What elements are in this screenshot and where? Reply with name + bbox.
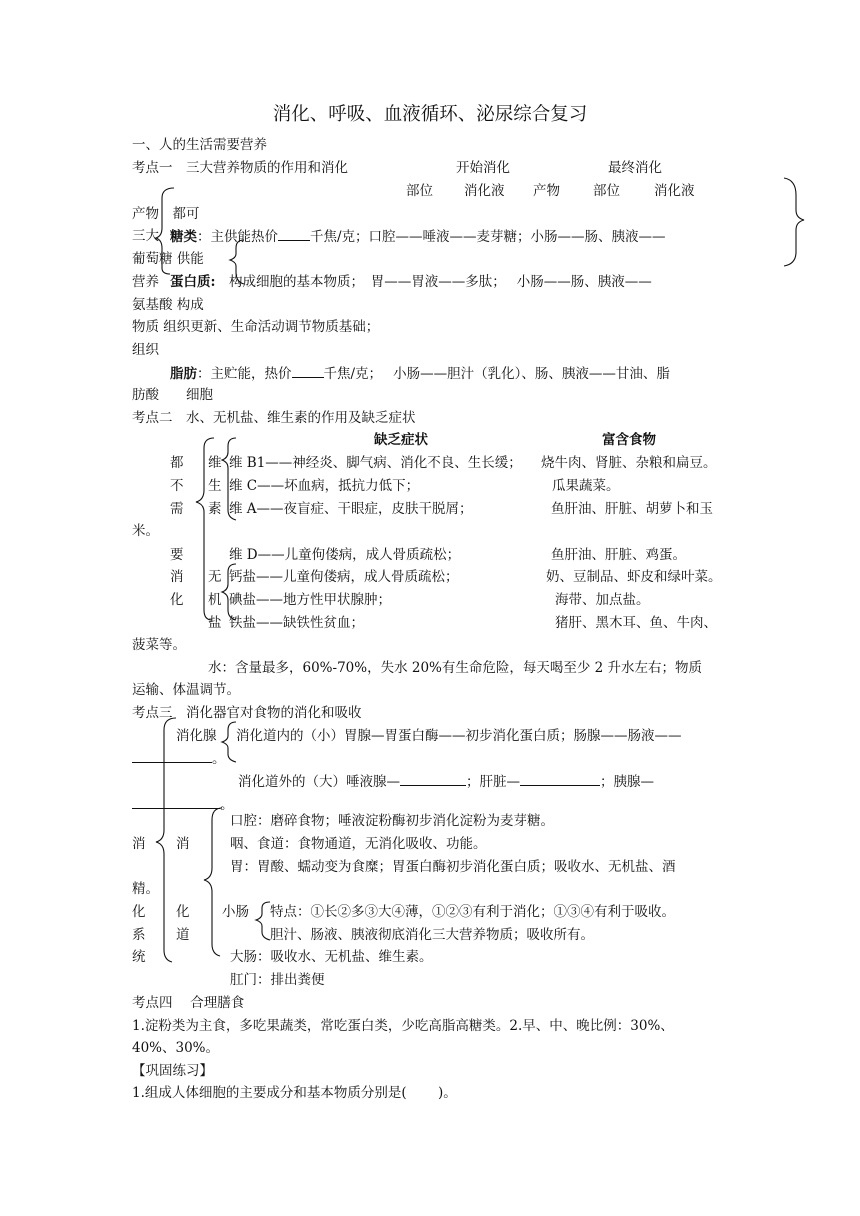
vitamin-c-deficiency: 维 C——坏血病，抵抗力低下； bbox=[229, 478, 420, 494]
vitamin-a-deficiency: 维 A——夜盲症、干眼症，皮肤干脱屑； bbox=[229, 501, 473, 517]
vitamin-b1-food: 烧牛肉、肾脏、杂粮和扁豆。 bbox=[541, 455, 717, 471]
inner-gland-end bbox=[132, 749, 226, 768]
mineral-char: 机 bbox=[208, 592, 222, 608]
corn-line: 米。 bbox=[132, 523, 159, 539]
amino-line: 氨基酸 构成 bbox=[132, 297, 204, 313]
mouth-line: 口腔：磨碎食物；唾液淀粉酶初步消化淀粉为麦芽糖。 bbox=[230, 813, 554, 829]
iron-deficiency: 铁盐——缺铁性贫血； bbox=[229, 615, 364, 631]
calcium-food: 奶、豆制品、虾皮和绿叶菜。 bbox=[546, 569, 722, 585]
vitamin-char: 生 bbox=[208, 478, 222, 494]
system-char: 化 bbox=[132, 904, 146, 920]
calcium-deficiency: 钙盐——儿童佝偻病，成人骨质疏松； bbox=[229, 569, 459, 585]
water-line-2: 运输、体温调节。 bbox=[132, 682, 240, 698]
small-intestine-line-1: 特点：①长②多③大④薄，①②③有利于消化；①③④有利于吸收。 bbox=[270, 904, 675, 920]
salivary-blank bbox=[400, 772, 466, 786]
tract-brace bbox=[204, 808, 222, 956]
pancreas-text: ；胰腺— bbox=[600, 774, 654, 790]
sugar-text-2: 千焦/克；口腔——唾液——麦芽糖；小肠——肠、胰液—— bbox=[310, 229, 666, 245]
sugar-label: 糖类 bbox=[170, 229, 197, 245]
gland-label: 消化腺 bbox=[176, 728, 217, 744]
mineral-char: 盐 bbox=[208, 615, 222, 631]
substance-line: 物质 组织更新、生命活动调节物质基础； bbox=[132, 319, 380, 335]
inner-gland-line: 消化道内的（小）胃腺—胃蛋白酶——初步消化蛋白质；肠腺——肠液—— bbox=[236, 728, 682, 744]
kp2-heading: 考点二 水、无机盐、维生素的作用及缺乏症状 bbox=[132, 410, 416, 426]
deficiency-header: 缺乏症状 bbox=[374, 432, 428, 448]
outer-end-mark: 。 bbox=[220, 797, 234, 813]
outer-gland-end bbox=[132, 795, 234, 814]
large-intestine-line: 大肠：吸收水、无机盐、维生素。 bbox=[230, 949, 433, 965]
product-line: 产物 都可 bbox=[132, 206, 200, 222]
protein-text: 构成细胞的基本物质； 胃——胃液——多肽； 小肠——肠、胰液—— bbox=[215, 274, 652, 290]
iodine-deficiency: 碘盐——地方性甲状腺肿； bbox=[229, 592, 391, 608]
iodine-food: 海带、加点盐。 bbox=[555, 592, 650, 608]
col-part-2: 部位 bbox=[593, 183, 620, 199]
system-char: 消 bbox=[132, 836, 146, 852]
small-intestine-label: 小肠 bbox=[222, 904, 249, 920]
system-char: 统 bbox=[132, 949, 146, 965]
spinach-line: 菠菜等。 bbox=[132, 637, 186, 653]
liver-text: ；肝脏— bbox=[466, 774, 520, 790]
diet-line-2: 40%、30%。 bbox=[132, 1040, 220, 1056]
pancreas-blank bbox=[132, 795, 220, 809]
liver-blank bbox=[520, 772, 600, 786]
pharynx-line: 咽、食道：食物通道，无消化吸收、功能。 bbox=[230, 836, 487, 852]
side-char: 都 bbox=[170, 455, 184, 471]
vitamin-char: 素 bbox=[208, 501, 222, 517]
side-char: 不 bbox=[170, 478, 184, 494]
col-product-1: 产物 bbox=[533, 183, 560, 199]
vitamin-d-deficiency: 维 D——儿童佝偻病，成人骨质疏松； bbox=[229, 547, 461, 563]
side-char: 要 bbox=[170, 547, 184, 563]
question-1: 1.组成人体细胞的主要成分和基本物质分别是( )。 bbox=[132, 1085, 457, 1101]
glucose-line: 葡萄糖 供能 bbox=[132, 251, 204, 267]
yingyang-label: 营养 bbox=[132, 274, 159, 290]
vitamin-c-food: 瓜果蔬菜。 bbox=[552, 478, 620, 494]
kp3-heading: 考点三 消化器官对食物的消化和吸收 bbox=[132, 705, 362, 721]
section-heading: 一、人的生活需要营养 bbox=[132, 137, 267, 153]
col-juice-2: 消化液 bbox=[654, 183, 695, 199]
sugar-line bbox=[170, 227, 666, 246]
sugar-text: ：主供能热价 bbox=[197, 229, 278, 245]
protein-line bbox=[170, 273, 652, 291]
practice-heading: 【巩固练习】 bbox=[132, 1063, 213, 1079]
side-char: 化 bbox=[170, 592, 184, 608]
col-juice-1: 消化液 bbox=[464, 183, 505, 199]
diet-line-1: 1.淀粉类为主食，多吃果蔬类，常吃蛋白类，少吃高脂高糖类。2.早、中、晚比例：30%、 bbox=[132, 1018, 674, 1034]
side-char: 需 bbox=[170, 501, 184, 517]
anus-line: 肛门：排出粪便 bbox=[230, 972, 325, 988]
mineral-char: 无 bbox=[208, 569, 222, 585]
vitamin-b1-deficiency: 维 B1——神经炎、脚气病、消化不良、生长缓； bbox=[229, 455, 522, 471]
final-digestion-header: 最终消化 bbox=[608, 160, 662, 176]
small-intestine-line-2: 胆汁、肠液、胰液彻底消化三大营养物质；吸收所有。 bbox=[270, 927, 594, 943]
water-line-1: 水：含量最多，60%-70%，失水 20%有生命危险，每天喝至少 2 升水左右；物质 bbox=[208, 660, 703, 676]
stomach-line: 胃：胃酸、蠕动变为食糜；胃蛋白酶初步消化蛋白质；吸收水、无机盐、酒 bbox=[230, 859, 676, 875]
fat-text-2: 千焦/克； 小肠——胆汁（乳化）、肠、胰液——甘油、脂 bbox=[323, 366, 670, 382]
outer-gland-line bbox=[238, 772, 654, 791]
inner-blank bbox=[132, 749, 212, 763]
vitamin-a-food: 鱼肝油、肝脏、胡萝卜和玉 bbox=[551, 501, 713, 517]
fat-text: ：主贮能，热价 bbox=[197, 366, 292, 382]
side-char: 消 bbox=[170, 569, 184, 585]
system-char: 系 bbox=[132, 927, 146, 943]
food-header: 富含食物 bbox=[602, 432, 656, 448]
fatty-acid-line: 肪酸 细胞 bbox=[132, 387, 213, 403]
protein-label: 蛋白质: bbox=[170, 274, 216, 290]
col-part-1: 部位 bbox=[406, 183, 433, 199]
small-intestine-brace bbox=[256, 902, 270, 940]
salivary-text: 消化道外的（大）唾液腺— bbox=[238, 774, 400, 790]
tract-char: 道 bbox=[176, 927, 190, 943]
tract-char: 消 bbox=[176, 836, 190, 852]
page-title: 消化、呼吸、血液循环、泌尿综合复习 bbox=[272, 104, 588, 125]
inner-end-mark: 。 bbox=[212, 751, 226, 767]
kp1-heading: 考点一 三大营养物质的作用和消化 bbox=[132, 160, 348, 176]
fat-label: 脂肪 bbox=[170, 366, 197, 382]
sanda-label: 三大 bbox=[132, 228, 159, 244]
fat-line bbox=[170, 364, 670, 383]
tract-char: 化 bbox=[176, 904, 190, 920]
iron-food: 猪肝、黑木耳、鱼、牛肉、 bbox=[555, 615, 717, 631]
kp4-heading: 考点四 合理膳食 bbox=[132, 995, 245, 1011]
tissue-line: 组织 bbox=[132, 342, 159, 358]
start-digestion-header: 开始消化 bbox=[456, 160, 510, 176]
sugar-blank bbox=[278, 227, 310, 241]
stomach-line-2: 精。 bbox=[132, 881, 159, 897]
right-brace bbox=[784, 178, 804, 266]
fat-blank bbox=[292, 364, 324, 378]
vitamin-char: 维 bbox=[208, 455, 222, 471]
vitamin-d-food: 鱼肝油、肝脏、鸡蛋。 bbox=[551, 547, 686, 563]
